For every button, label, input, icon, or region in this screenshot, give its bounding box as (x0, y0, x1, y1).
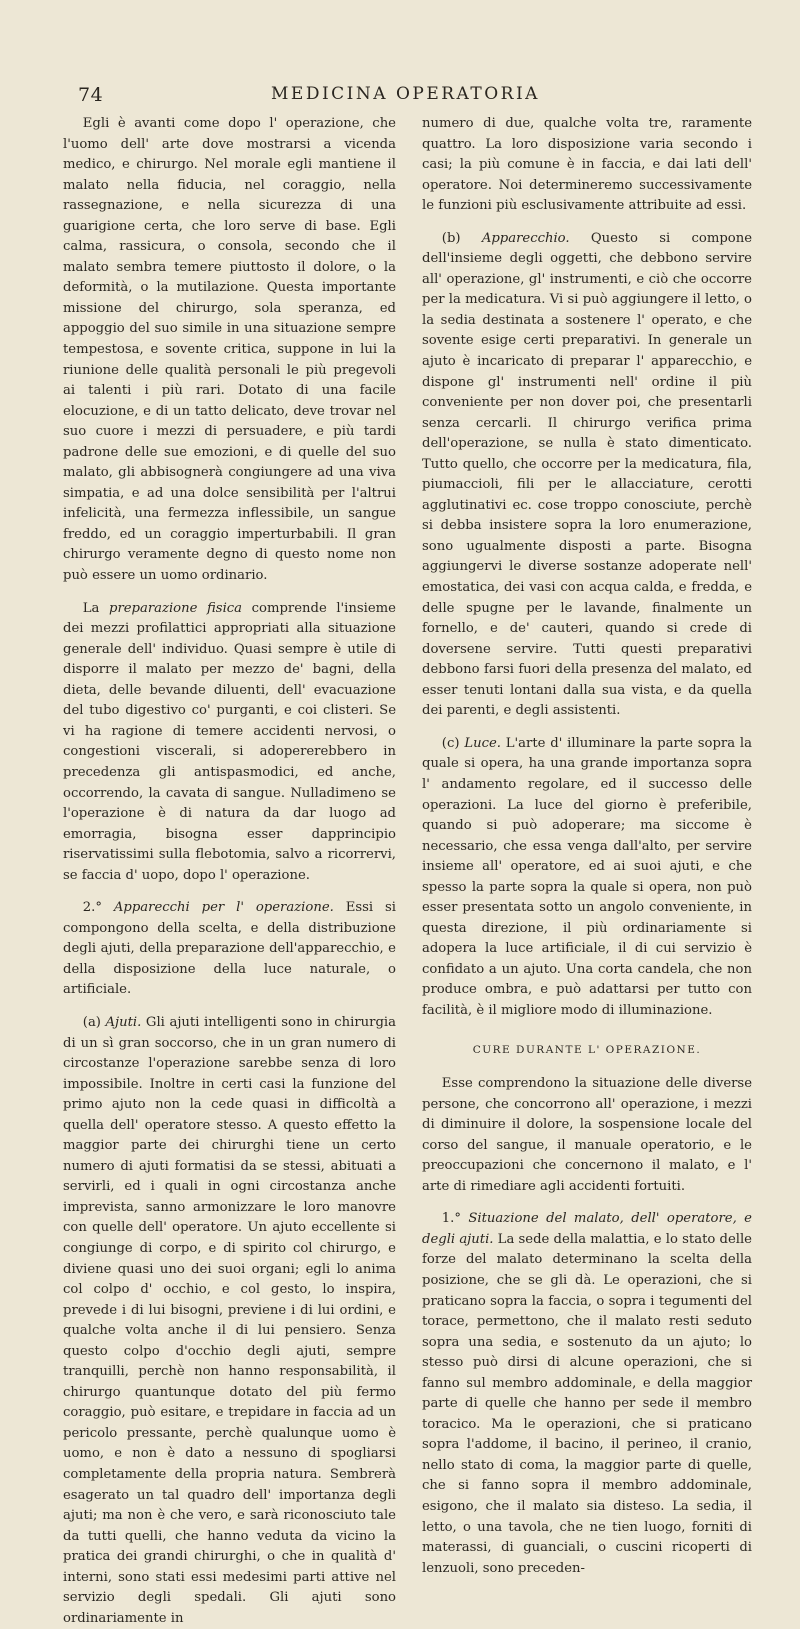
left-column (63, 114, 396, 1629)
paragraph-body: La sede della malattia, e lo stato delle forze del malato determinano la scelta della posizione, che se gli dà. Le operazioni, che si praticano sopra la faccia, o sopra i tegumenti del torace, permettono, che il malato resti seduto sopra una sedia, e sostenuto da un ajuto; lo stesso può dirsi di alcune operazioni, che si fanno sul membro addominale, e della maggior parte di quelle che hanno per sede il membro toracico. Ma le operazioni, che si praticano sopra l'addome, il bacino, il perineo, il cranio, nello stato di coma, la maggior parte di quelle, che si fanno sopra il membro addominale, esigono, che il malato sia disteso. La sedia, il letto, o una tavola, che ne tien luogo, forniti di materassi, di guanciali, o cuscini ricoperti di lenzuoli, sono preceden- (422, 1231, 752, 1576)
italic-term: Ajuti. (105, 1014, 142, 1030)
item-number: 1.° (441, 1211, 469, 1227)
paragraph-body: comprende l'insieme dei mezzi profilattici appropriati alla situazione generale dell' individuo. Quasi sempre è utile di disporre il malato per mezzo de' bagni, della dieta, delle bevande diluenti, dell' evacuazione del tubo digestivo co' purganti, e coi clisteri. Se vi ha ragione di temere accidenti nervosi, o congestioni viscerali, si adopererebbero in precedenza gli antispasmodici, ed anche, occorrendo, la cavata di sangue. Nulladimeno se l'operazione è di natura da dar luogo ad emorragia, bisogna esser dapprincipio riservatissimi sulla flebotomia, salvo a ricorrervi, se faccia d' uopo, dopo l' operazione. (63, 600, 396, 883)
paragraph-patient-position (422, 1209, 752, 1579)
right-column (422, 114, 752, 1579)
paragraph-physical-preparation (63, 599, 396, 887)
section-heading: CURE DURANTE L' OPERAZIONE. (472, 1043, 702, 1056)
paragraph-body: L'arte d' illuminare la parte sopra la quale si opera, ha una grande importanza sopra l' andamento regolare, ed il successo delle operazioni. La luce del giorno è preferibile, quando si può adoperare; ma siccome è necessario, che essa venga dall'alto, per servire insieme all' operatore, ed ai suoi ajuti, e che spesso la parte sopra la quale si opera, non può esser presentata sotto un angolo conveniente, in questa direzione, il più ordinariamente si adopera la luce artificiale, il di cui servizio è confidato a un ajuto. Una corta candela, che non produce ombra, e può adattarsi per tutto con facilità, è il migliore modo di illuminazione. (422, 735, 752, 1018)
page-number: 74 (78, 84, 104, 106)
paragraph-apparatus (63, 898, 396, 1001)
italic-term: Luce. (464, 735, 501, 751)
paragraph-assistants (63, 1013, 396, 1629)
paragraph-apparecchio (422, 229, 752, 722)
paragraph-cures-during-operation: Esse comprendono la situazione delle diverse persone, che concorrono all' operazione, i mezzi di diminuire il dolore, la sospensione locale del corso del sangue, il manuale operatorio, e le preoccupazioni che concernono il malato, e l' arte di rimediare agli accidenti fortuiti. (422, 1076, 752, 1194)
paragraph-body: Gli ajuti intelligenti sono in chirurgia di un sì gran soccorso, che in un gran numero di circostanze l'operazione sarebbe senza di loro impossibile. Inoltre in certi casi la funzione del primo ajuto non la cede quasi in difficoltà a quella dell' operatore stesso. A questo effetto la maggior parte dei chirurghi tiene un certo numero di ajuti formatisi da se stessi, abituati a servirli, ed i quali in ogni circostanza anche imprevista, sanno armonizzare le loro manovre con quelle dell' operatore. Un ajuto eccellente si congiunge di corpo, e di spirito col chirurgo, e diviene quasi uno dei suoi organi; egli lo anima col colpo d' occhio, e col gesto, lo inspira, prevede i di lui bisogni, previene i di lui ordini, e qualche volta anche il di lui pensiero. Senza questo colpo d'occhio degli ajuti, sempre tranquilli, perchè non hanno responsabilità, il chirurgo quantunque dotato del più fermo coraggio, può esitare, e trepidare in faccia ad un pericolo pressante, perchè qualunque uomo è uomo, e non è dato a nessuno di spogliarsi completamente della propria natura. Sembrerà esagerato un tal quadro dell' importanza degli ajuti; ma non è che vero, e sarà riconosciuto tale da tutti quelli, che hanno veduta da vicino la pratica dei grandi chirurghi, o che in qualità d' interni, sono stati essi medesimi parti attive nel servizio degli spedali. Gli ajuti sono ordinariamente in (63, 1014, 396, 1626)
paragraph-surgeon-qualities: Egli è avanti come dopo l' operazione, che l'uomo dell' arte dove mostrarsi a vicenda medico, e chirurgo. Nel morale egli mantiene il malato nella fiducia, nel coraggio, nella rassegnazione, e nella sicurezza di una guarigione certa, che loro serve di base. Egli calma, rassicura, o consola, secondo che il malato sembra temere piuttosto il dolore, o la deformità, o la mutilazione. Questa importante missione del chirurgo, sola speranza, ed appoggio del suo simile in una situazione sempre tempestosa, e sovente critica, suppone in lui la riunione delle qualità personali le più pregevoli ai talenti i più rari. Dotato di una facile elocuzione, e di un tatto delicato, deve trovar nel suo cuore i mezzi di persuadere, e più tardi padrone delle sue emozioni, e di quelle del suo malato, gli abbisognerà congiungere ad una viva simpatia, e ad una dolce sensibilità per l'altrui infelicità, una fermezza inflessibile, un sangue freddo, ed un coraggio imperturbabili. Il gran chirurgo veramente degno di questo nome non può essere un uomo ordinario. (63, 116, 396, 584)
italic-term: preparazione fisica (109, 600, 243, 616)
item-number: 2.° (82, 900, 114, 916)
paragraph-body: Essi si compongono della scelta, e della distribuzione degli ajuti, della preparazione dell'apparecchio, e della disposizione della luce naturale, o artificiale. (63, 900, 397, 998)
italic-term: Apparecchi per l' operazione. (113, 900, 334, 916)
paragraph-light (422, 734, 752, 1022)
item-number: (c) (441, 735, 465, 751)
paragraph-lead: La (82, 600, 109, 616)
item-number: (b) (441, 230, 482, 246)
italic-term: Situazione del malato, dell' operatore, e degli ajuti. (422, 1211, 752, 1247)
paragraph-body: Questo si compone dell'insieme degli oggetti, che debbono servire all' operazione, gl' instrumenti, e ciò che occorre per la medicatura. Vi si può aggiungere il letto, o la sedia destinata a sostenere l' operato, e che sovente esige certi preparativi. In generale un ajuto è incaricato di preparar l' apparecchio, e dispone gl' instrumenti nell' ordine il più conveniente per non dover poi, che presentarli senza cercarli. Il chirurgo verifica prima dell'operazione, se nulla è stato dimenticato. Tutto quello, che occorre per la medicatura, fila, piumaccioli, fili per le allacciature, cerotti agglutinativi ec. cose troppo conosciute, perchè si debba insistere sopra la loro enumerazione, sono ugualmente disposti a parte. Bisogna aggiungervi le diverse sostanze adoperate nell' emostatica, dei vasi con acqua calda, e fredda, e delle spugne per le lavande, finalmente un fornello, e de' cauteri, quando si crede di doversene servire. Tutti questi preparativi debbono farsi fuori della presenza del malato, ed esser tenuti lontani dalla sua vista, e da quella dei parenti, e degli assistenti. (422, 230, 752, 719)
italic-term: Apparecchio. (481, 230, 570, 246)
item-number: (a) (82, 1014, 106, 1030)
paragraph-continued: numero di due, qualche volta tre, raramente quattro. La loro disposizione varia secondo i casi; la più comune è in faccia, e dai lati dell' operatore. Noi determineremo successivamente le funzioni più esclusivamente attribuite ad essi. (422, 116, 752, 214)
page-header (63, 84, 748, 108)
running-title: MEDICINA OPERATORIA (271, 84, 540, 104)
